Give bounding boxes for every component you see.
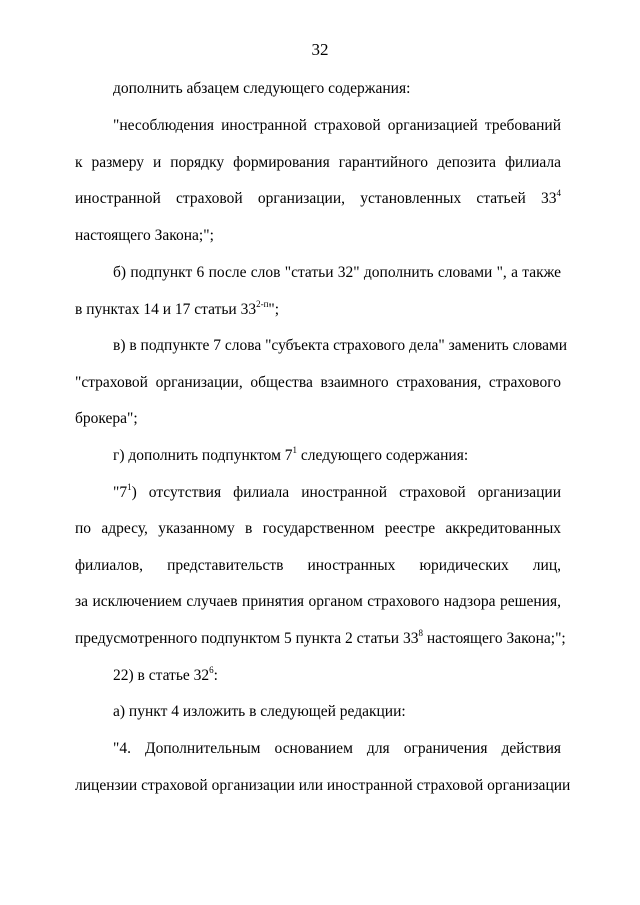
text-line: иностранной страховой организации, установленных статьей $33^4$ xyxy=(75,187,561,207)
page-number: 32 xyxy=(311,40,329,59)
text-line: филиалов, представительств иностранных юридических лиц, xyxy=(75,557,561,574)
text-line: брокера"; xyxy=(75,410,138,427)
superscript: 8 xyxy=(418,627,423,638)
text-line: "несоблюдения иностранной страховой организацией требований xyxy=(113,117,561,134)
text-line: в) в подпункте 7 слова "субъекта страхового дела" заменить словами xyxy=(113,337,568,354)
text-line: в пунктах 14 и 17 статьи $33^{2-п}$"; xyxy=(75,298,280,318)
text-line: "$7^1$) отсутствия филиала иностранной страховой организации xyxy=(113,481,561,501)
superscript: 1 xyxy=(127,481,132,492)
text-line: настоящего Закона;"; xyxy=(75,227,214,244)
text-line: г) дополнить подпунктом $7^1$ следующего содержания: xyxy=(113,444,469,464)
text-line: а) пункт 4 изложить в следующей редакции: xyxy=(113,703,406,720)
text-line: по адресу, указанному в государственном реестре аккредитованных xyxy=(75,520,561,537)
text-line: лицензии страховой организации или иностранной страховой организации xyxy=(75,777,571,794)
text-line: предусмотренного подпунктом 5 пункта 2 статьи $33^8$ настоящего Закона;"; xyxy=(75,627,566,647)
superscript: 1 xyxy=(292,444,298,455)
superscript: 6 xyxy=(209,664,214,675)
text-line: 22) в статье $32^6$: xyxy=(113,664,218,684)
superscript: 2-п xyxy=(256,298,269,309)
text-line: дополнить абзацем следующего содержания: xyxy=(113,80,411,97)
text-line: к размеру и порядку формирования гарантийного депозита филиала xyxy=(75,154,561,171)
text-line: "4. Дополнительным основанием для ограничения действия xyxy=(113,740,561,757)
text-line: "страховой организации, общества взаимного страхования, страхового xyxy=(75,374,561,391)
superscript: 4 xyxy=(556,187,561,198)
text-line: б) подпункт 6 после слов "статьи 32" дополнить словами ", а также xyxy=(113,264,561,281)
text-line: за исключением случаев принятия органом страхового надзора решения, xyxy=(75,593,561,610)
